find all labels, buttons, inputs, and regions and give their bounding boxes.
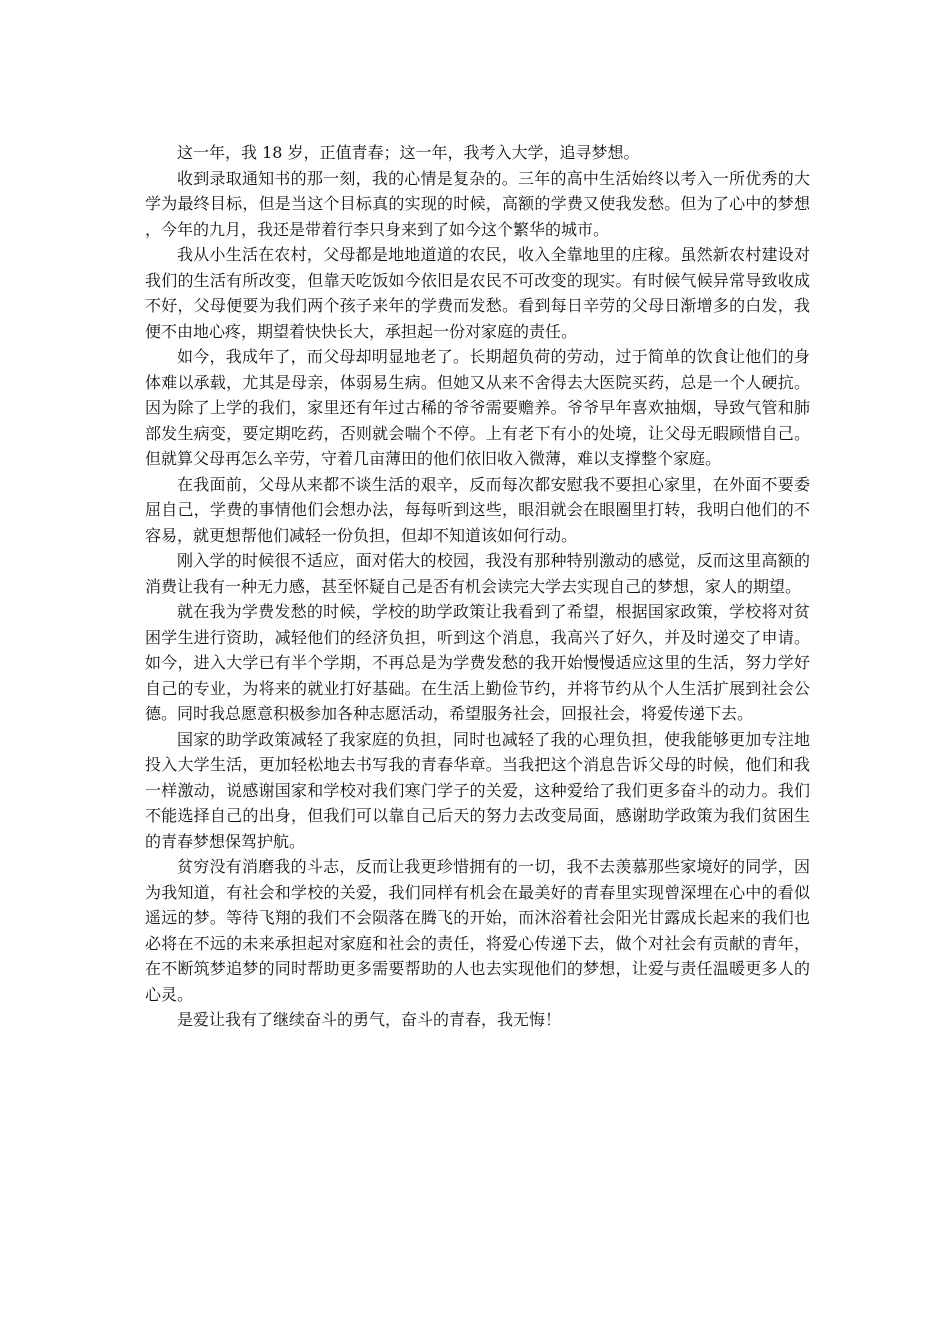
essay-paragraph: 这一年，我 18 岁，正值青春；这一年，我考入大学，追寻梦想。 (177, 143, 640, 162)
essay-paragraph: 是爱让我有了继续奋斗的勇气，奋斗的青春，我无悔！ (177, 1010, 562, 1029)
essay-paragraph: 如今，我成年了，而父母却明显地老了。长期超负荷的劳动，过于简单的饮食让他们的身体难以承载，尤其是母亲，体弱易生病。但她又从来不舍得去大医院买药，总是一个人硬抗。因为除了上学的我们，家里还有年过古稀的爷爷需要赡养。爷爷早年喜欢抽烟，导致气管和肺部发生病变，要定期吃药，否则就会喘个不停。上有老下有小的处境，让父母无暇顾惜自己。但就算父母再怎么辛劳，守着几亩薄田的他们依旧收入微薄，难以支撑整个家庭。 (145, 347, 810, 468)
essay-paragraph: 在我面前，父母从来都不谈生活的艰辛，反而每次都安慰我不要担心家里，在外面不要委屈自己，学费的事情他们会想办法，每每听到这些，眼泪就会在眼圈里打转，我明白他们的不容易，就更想帮他们减轻一份负担，但却不知道该如何行动。 (145, 474, 810, 545)
essay-paragraph: 刚入学的时候很不适应，面对偌大的校园，我没有那种特别激动的感觉，反而这里高额的消费让我有一种无力感，甚至怀疑自己是否有机会读完大学去实现自己的梦想，家人的期望。 (145, 551, 810, 596)
essay-paragraph: 国家的助学政策减轻了我家庭的负担，同时也减轻了我的心理负担，使我能够更加专注地投入大学生活，更加轻松地去书写我的青春华章。当我把这个消息告诉父母的时候，他们和我一样激动，说感谢国家和学校对我们寒门学子的关爱，这种爱给了我们更多奋斗的动力。我们不能选择自己的出身，但我们可以靠自己后天的努力去改变局面，感谢助学政策为我们贫困生的青春梦想保驾护航。 (145, 729, 810, 851)
essay-body (145, 140, 810, 1033)
essay-paragraph: 我从小生活在农村，父母都是地地道道的农民，收入全靠地里的庄稼。虽然新农村建设对我们的生活有所改变，但靠天吃饭如今依旧是农民不可改变的现实。有时候气候异常导致收成不好，父母便要为我们两个孩子来年的学费而发愁。看到每日辛劳的父母日渐增多的白发，我便不由地心疼，期望着快快长大，承担起一份对家庭的责任。 (145, 245, 810, 341)
essay-paragraph: 贫穷没有消磨我的斗志，反而让我更珍惜拥有的一切，我不去羡慕那些家境好的同学，因为我知道，有社会和学校的关爱，我们同样有机会在最美好的青春里实现曾深埋在心中的看似遥远的梦。等待飞翔的我们不会陨落在腾飞的开始，而沐浴着社会阳光甘露成长起来的我们也必将在不远的未来承担起对家庭和社会的责任，将爱心传递下去，做个对社会有贡献的青年，在不断筑梦追梦的同时帮助更多需要帮助的人也去实现他们的梦想，让爱与责任温暖更多人的心灵。 (145, 857, 810, 1004)
essay-paragraph: 就在我为学费发愁的时候，学校的助学政策让我看到了希望，根据国家政策，学校将对贫困学生进行资助，减轻他们的经济负担，听到这个消息，我高兴了好久，并及时递交了申请。如今，进入大学已有半个学期，不再总是为学费发愁的我开始慢慢适应这里的生活，努力学好自己的专业，为将来的就业打好基础。在生活上勤俭节约，并将节约从个人生活扩展到社会公德。同时我总愿意积极参加各种志愿活动，希望服务社会，回报社会，将爱传递下去。 (145, 602, 810, 723)
essay-paragraph: 收到录取通知书的那一刻，我的心情是复杂的。三年的高中生活始终以考入一所优秀的大学为最终目标，但是当这个目标真的实现的时候，高额的学费又使我发愁。但为了心中的梦想，今年的九月，我还是带着行李只身来到了如今这个繁华的城市。 (145, 168, 810, 239)
